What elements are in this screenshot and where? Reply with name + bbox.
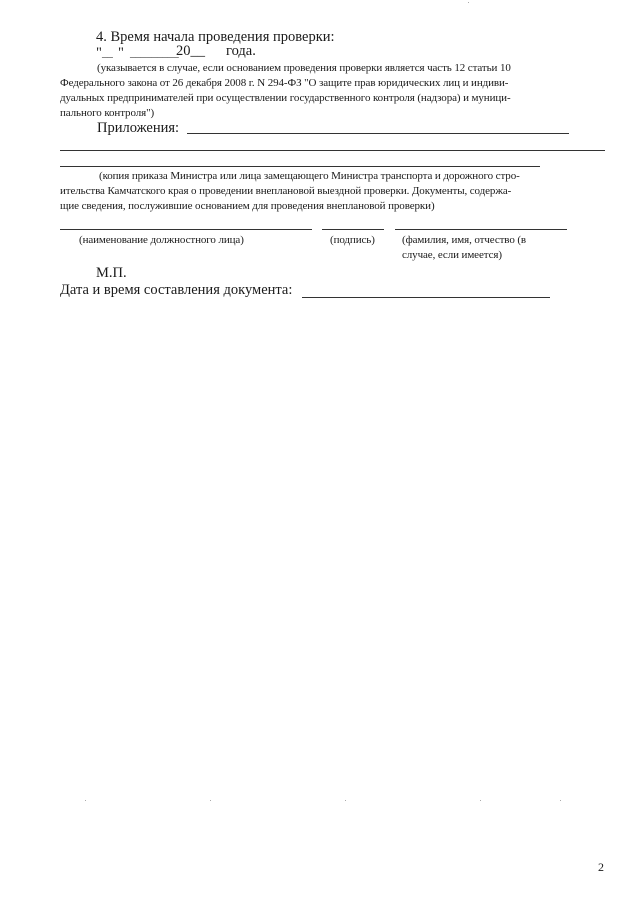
position-caption: (наименование должностного лица) bbox=[79, 234, 244, 246]
page-number: 2 bbox=[598, 860, 604, 874]
scan-speck bbox=[210, 800, 211, 801]
signature-caption: (подпись) bbox=[330, 234, 375, 246]
date-quote-close: " bbox=[118, 45, 124, 61]
full-name-caption-line-2: случае, если имеется) bbox=[402, 249, 502, 261]
section-4-heading: 4. Время начала проведения проверки: bbox=[96, 29, 335, 45]
attachments-fill-line-1 bbox=[187, 133, 569, 134]
scan-speck bbox=[85, 800, 86, 801]
section-4-note-line-4: пального контроля") bbox=[60, 107, 155, 119]
compiled-datetime-label: Дата и время составления документа: bbox=[60, 282, 293, 298]
attachments-label: Приложения: bbox=[97, 120, 180, 136]
full-name-caption-line-1: (фамилия, имя, отчество (в bbox=[402, 234, 527, 246]
stamp-label: М.П. bbox=[96, 265, 127, 281]
compiled-datetime-fill-line bbox=[302, 297, 550, 298]
attachments-note-line-2: ительства Камчатского края о проведении внеплановой выездной проверки. Документы, содержа- bbox=[60, 185, 512, 197]
attachments-note-line-3: щие сведения, послужившие основанием для проведения внеплановой проверки) bbox=[60, 200, 435, 212]
date-suffix: года. bbox=[226, 43, 256, 59]
scan-speck bbox=[560, 800, 561, 801]
full-name-fill-line bbox=[395, 229, 567, 230]
section-4-note-line-3: дуальных предпринимателей при осуществлении государственного контроля (надзора) и муници- bbox=[60, 92, 511, 104]
scan-speck bbox=[345, 800, 346, 801]
attachments-fill-line-3 bbox=[60, 166, 540, 167]
scan-speck bbox=[468, 2, 469, 3]
section-4-note-line-1: (указывается в случае, если основанием проведения проверки является часть 12 статьи 10 bbox=[97, 62, 511, 74]
attachments-note-line-1: (копия приказа Министра или лица замещающего Министра транспорта и дорожного стро- bbox=[99, 170, 520, 182]
date-quote-open: " bbox=[96, 45, 102, 61]
scan-speck bbox=[480, 800, 481, 801]
attachments-fill-line-2 bbox=[60, 150, 605, 151]
signature-fill-line bbox=[322, 229, 384, 230]
date-year: 20__ bbox=[176, 43, 205, 59]
position-fill-line bbox=[60, 229, 312, 230]
date-day-blank: __ bbox=[102, 47, 113, 59]
date-month-blank: _________ bbox=[130, 47, 179, 59]
section-4-note-line-2: Федерального закона от 26 декабря 2008 г. N 294-ФЗ "О защите прав юридических лиц и индиви- bbox=[60, 77, 509, 89]
